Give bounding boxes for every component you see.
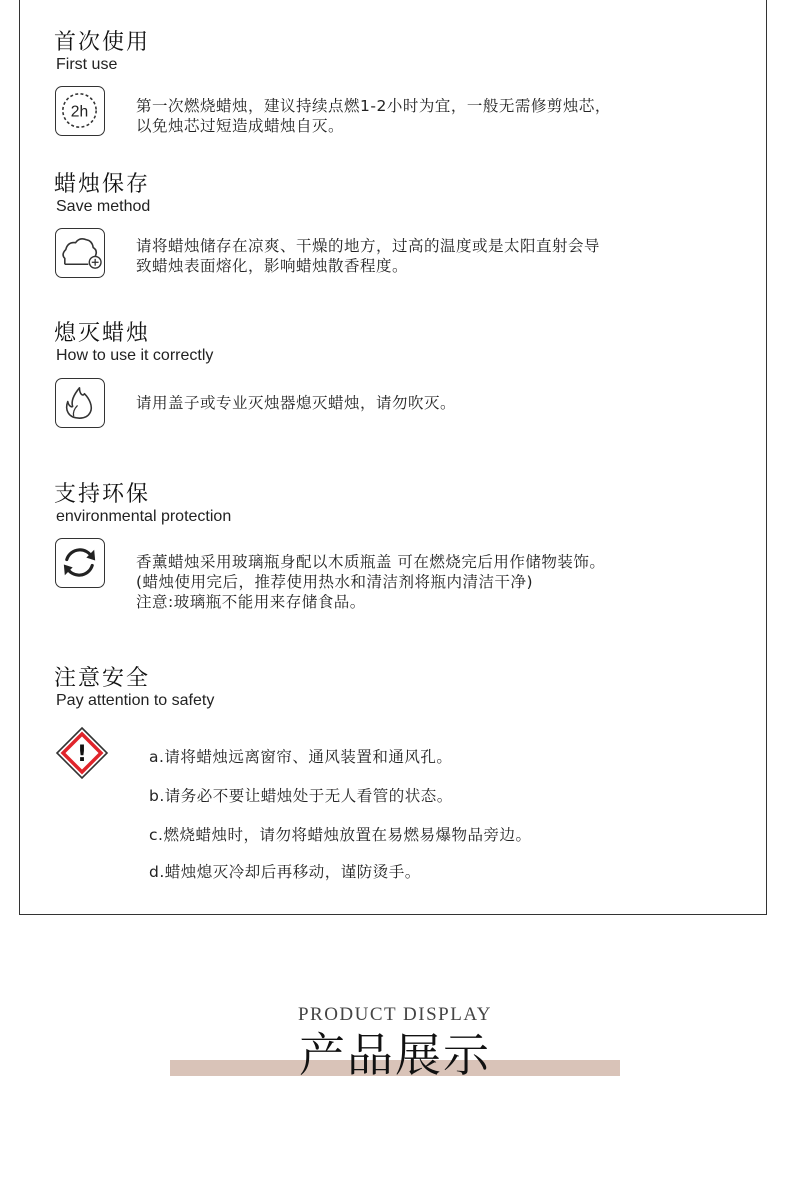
- warning-mark: !: [76, 742, 88, 767]
- section-title: 蜡烛保存: [54, 172, 151, 197]
- safety-item: d.蜡烛熄灭冷却后再移动，谨防烫手。: [149, 863, 421, 881]
- clock-2h-icon: [55, 86, 105, 136]
- section-subtitle: Save method: [56, 198, 151, 215]
- body-line: (蜡烛使用完后，推荐使用热水和清洁剂将瓶内清洁干净): [136, 573, 534, 591]
- section-body: [136, 393, 456, 413]
- section-title: 注意安全: [54, 666, 151, 691]
- section-body: [136, 96, 611, 136]
- body-line: 致蜡烛表面熔化，影响蜡烛散香程度。: [136, 257, 409, 275]
- safety-item: c.燃烧蜡烛时，请勿将蜡烛放置在易燃易爆物品旁边。: [149, 826, 532, 844]
- flame-icon: [55, 378, 105, 428]
- section-body: [136, 552, 605, 612]
- section-extinguish: [54, 321, 213, 365]
- section-environmental: [54, 482, 231, 526]
- section-subtitle: environmental protection: [56, 508, 232, 525]
- warning-diamond-icon: [55, 726, 109, 780]
- section-title: 支持环保: [54, 482, 151, 507]
- body-line: 请将蜡烛储存在凉爽、干燥的地方，过高的温度或是太阳直射会导: [136, 237, 601, 255]
- safety-item: b.请务必不要让蜡烛处于无人看管的状态。: [149, 787, 453, 805]
- section-first-use: [54, 30, 150, 74]
- section-title: 首次使用: [54, 30, 151, 55]
- body-line: 以免烛芯过短造成蜡烛自灭。: [136, 117, 345, 135]
- section-subtitle: Pay attention to safety: [56, 692, 215, 709]
- section-title: 熄灭蜡烛: [54, 321, 151, 346]
- section-save-method: [54, 172, 150, 216]
- instructions-panel: [19, 0, 767, 915]
- section-safety: [54, 666, 214, 710]
- body-line: 第一次燃烧蜡烛，建议持续点燃1-2小时为宜，一般无需修剪烛芯，: [136, 97, 611, 115]
- section-subtitle: How to use it correctly: [56, 347, 214, 364]
- section-subtitle: First use: [56, 56, 118, 73]
- section-body: [136, 236, 600, 276]
- body-line: 注意:玻璃瓶不能用来存储食品。: [136, 593, 366, 611]
- cloud-plus-icon: [55, 228, 105, 278]
- recycle-arrows-icon: [55, 538, 105, 588]
- clock-label: 2h: [70, 103, 89, 121]
- body-line: 请用盖子或专业灭烛器熄灭蜡烛，请勿吹灭。: [136, 394, 457, 412]
- body-line: 香薰蜡烛采用玻璃瓶身配以木质瓶盖 可在燃烧完后用作储物装饰。: [136, 553, 606, 571]
- safety-item: a.请将蜡烛远离窗帘、通风装置和通风孔。: [149, 748, 453, 766]
- product-display-english: PRODUCT DISPLAY: [297, 1004, 493, 1025]
- product-display-title: 产品展示: [299, 1028, 491, 1082]
